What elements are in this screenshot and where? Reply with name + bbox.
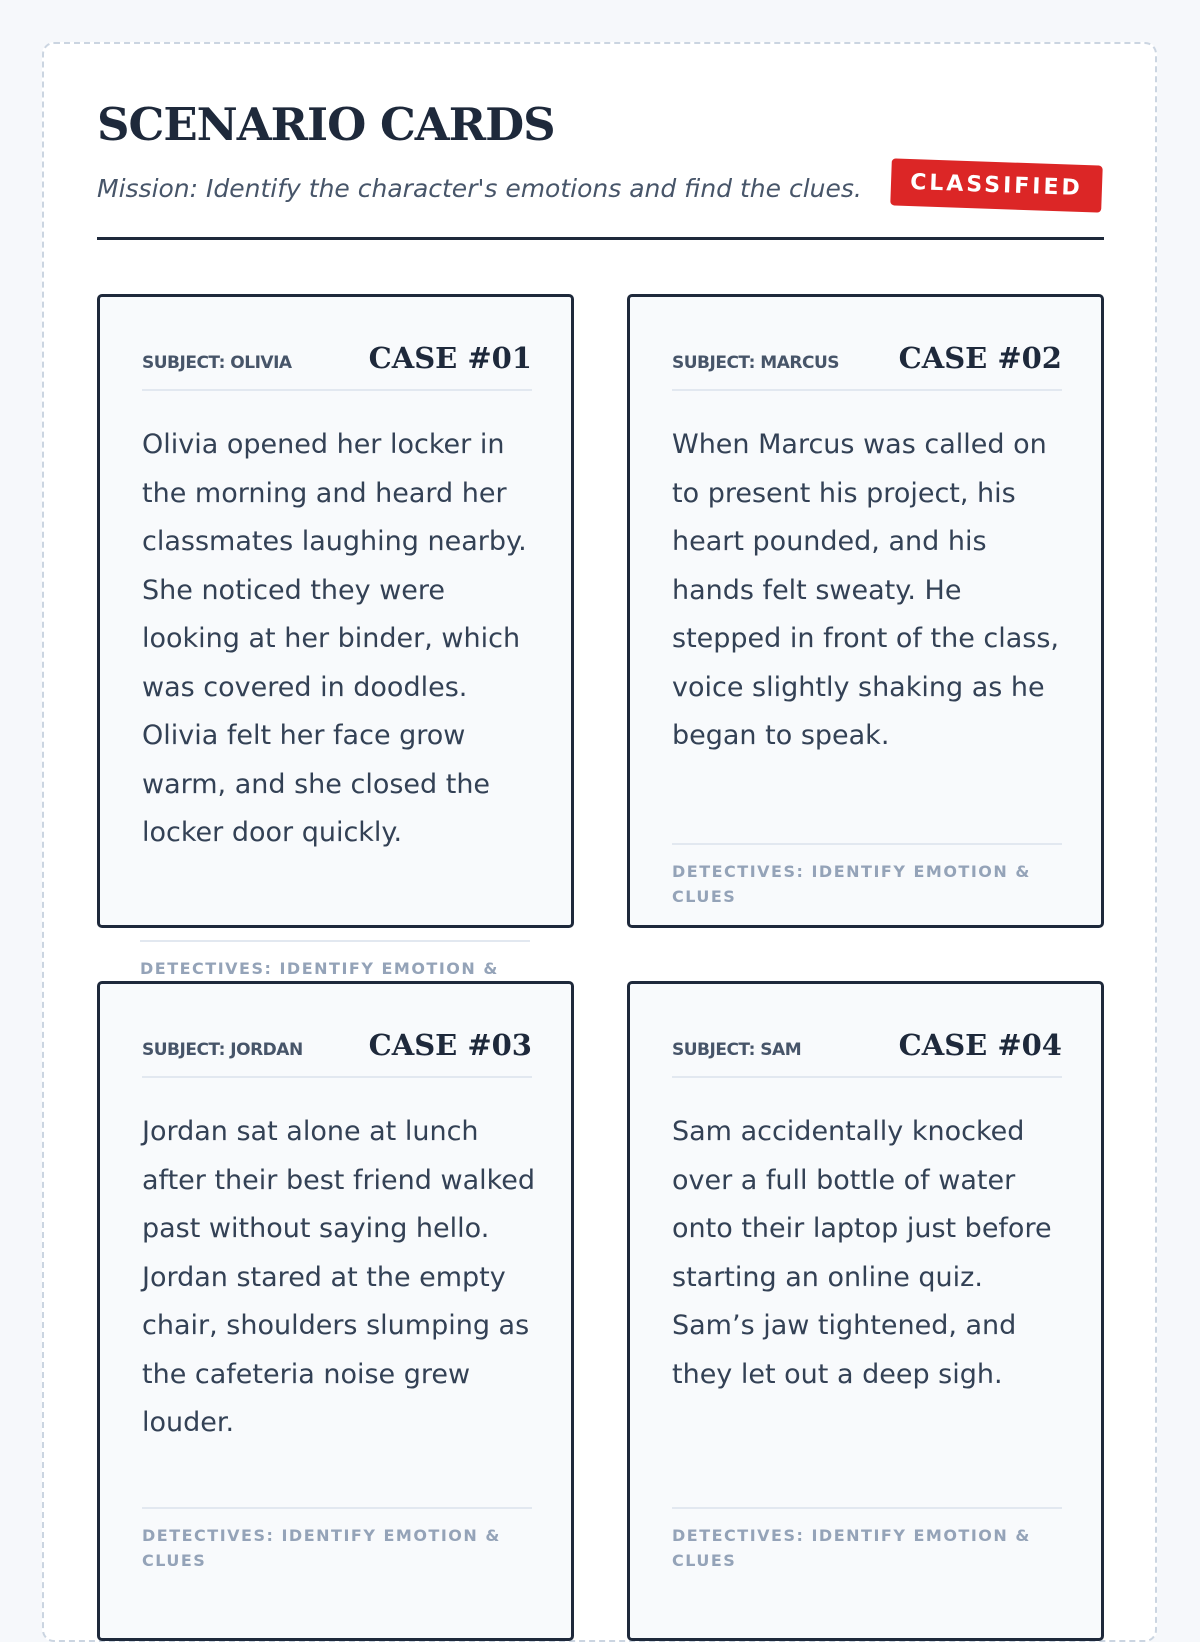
card-subject: SUBJECT: JORDAN [142, 1040, 303, 1060]
card-subject: SUBJECT: MARCUS [672, 353, 839, 373]
card-case-number: CASE #02 [898, 341, 1062, 375]
card-story: Sam accidentally knocked over a full bottle of water onto their laptop just before starting an online quiz. Sam’s jaw tightened, and they let out a deep sigh. [672, 1116, 1052, 1390]
card-case-number: CASE #01 [368, 341, 532, 375]
card-footer: DETECTIVES: IDENTIFY EMOTION & CLUES [672, 1507, 1062, 1573]
card-footer: DETECTIVES: IDENTIFY EMOTION & CLUES [142, 1507, 532, 1573]
card-header [672, 341, 1062, 391]
card-subject: SUBJECT: SAM [672, 1040, 802, 1060]
card-case-number: CASE #04 [898, 1028, 1062, 1062]
card-header [142, 1028, 532, 1078]
header-divider [97, 237, 1104, 240]
card-header [672, 1028, 1062, 1078]
card-case-number: CASE #03 [368, 1028, 532, 1062]
card-header [142, 341, 532, 391]
card-story: Jordan sat alone at lunch after their best friend walked past without saying hello. Jordan stared at the empty chair, shoulders slumping as the cafeteria noise grew louder. [142, 1116, 536, 1438]
page-title: SCENARIO CARDS [97, 98, 555, 151]
card-story: When Marcus was called on to present his project, his heart pounded, and his hands felt sweaty. He stepped in front of the class, voice slightly shaking as he began to speak. [672, 429, 1059, 751]
classified-stamp: CLASSIFIED [890, 158, 1103, 212]
mission-subtitle: Mission: Identify the character's emotions and find the clues. [97, 174, 862, 203]
scenario-card-2 [627, 294, 1104, 928]
scenario-card-4 [627, 981, 1104, 1641]
scenario-card-1 [97, 294, 574, 928]
card-footer: DETECTIVES: IDENTIFY EMOTION & [140, 940, 530, 986]
card-story: Olivia opened her locker in the morning and heard her classmates laughing nearby. She noticed they were looking at her binder, which was covered in doodles. Olivia felt her face grow warm, and she closed the locker door quickly. [142, 429, 527, 848]
scenario-card-3 [97, 981, 574, 1641]
card-subject: SUBJECT: OLIVIA [142, 353, 292, 373]
card-footer: DETECTIVES: IDENTIFY EMOTION & CLUES [672, 843, 1062, 909]
